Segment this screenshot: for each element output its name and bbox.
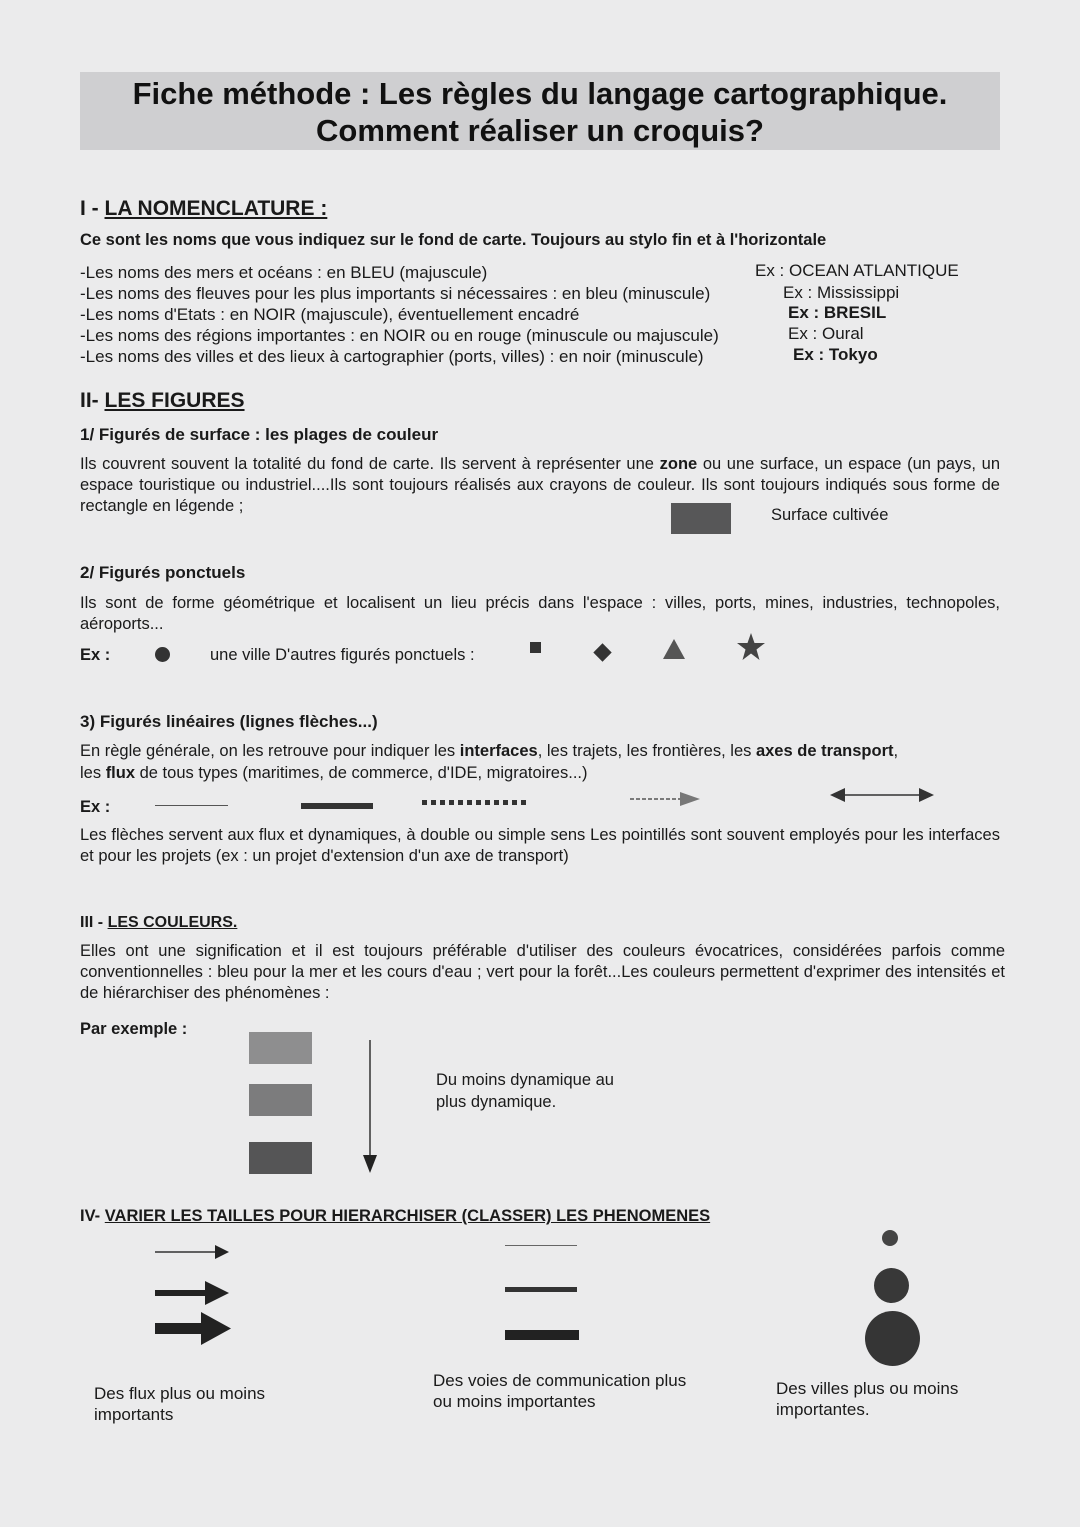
star-icon [735,632,767,662]
voies-label-line2: ou moins importantes [433,1392,596,1411]
section3-number: III - [80,914,108,931]
nomenclature-row-2: -Les noms des fleuves pour les plus importants si nécessaires : en bleu (minuscule) [80,284,711,303]
page-title: Fiche méthode : Les règles du langage cartographique. [132,76,948,111]
voies-label-line1: Des voies de communication plus [433,1371,687,1390]
lineaires-para-line1 [80,741,898,762]
lineaires-note: Les flèches servent aux flux et dynamiques, à double ou simple sens Les pointillés sont souvent employés pour les interfaces et pour les projets (ex : un projet d'extension d'un axe de transport) [80,826,1000,865]
lineaires-bold-axes: axes de transport [755,742,894,760]
flux-label-line2: importants [94,1405,174,1424]
lineaires-ex-label: Ex : [80,798,111,816]
lineaires-title: 3) Figurés linéaires (lignes flèches...) [80,712,378,731]
surface-legend-label: Surface cultivée [771,506,889,524]
gradient-label-line2: plus dynamique. [436,1093,557,1111]
dotted-line-icon [422,800,528,805]
surface-para-bold: zone [659,455,698,473]
city-circle-icon [155,647,170,662]
city-small-icon [882,1230,898,1246]
ponctuels-paragraph: Ils sont de forme géométrique et localisent un lieu précis dans l'espace : villes, ports, mines, industries, technopoles, aéroports... [80,594,1000,633]
page-subtitle: Comment réaliser un croquis? [316,113,764,148]
section1-title: LA NOMENCLATURE : [104,197,328,220]
road-thick-icon [505,1330,579,1340]
lineaires-text-3: , [893,742,899,760]
flux-arrow-large-icon [155,1312,231,1345]
city-medium-icon [874,1268,909,1303]
surface-legend-rect [671,503,731,534]
road-thin-icon [505,1245,577,1246]
thin-line-icon [155,805,228,806]
ponctuels-title: 2/ Figurés ponctuels [80,563,246,582]
down-arrow-icon [360,1040,380,1175]
villes-label-line1: Des villes plus ou moins [776,1379,959,1398]
section2-number: II- [80,389,105,412]
intensity-rect-medium [249,1084,312,1116]
section3-title: LES COULEURS. [107,914,238,931]
villes-label-line2: importantes. [776,1400,870,1419]
lineaires-bold-interfaces: interfaces [459,742,538,760]
ponctuels-ex-label: Ex : [80,646,111,664]
section4-title: VARIER LES TAILLES POUR HIERARCHISER (CLASSER) LES PHENOMENES [104,1207,711,1225]
city-large-icon [865,1311,920,1366]
thick-line-icon [301,803,373,809]
dashed-arrow-icon [630,789,702,809]
nomenclature-example-5: Ex : Tokyo [793,345,878,364]
flux-label-line1: Des flux plus ou moins [94,1384,266,1403]
ponctuels-ex-text: une ville D'autres figurés ponctuels : [210,646,475,664]
example-label: Par exemple : [80,1020,188,1038]
flux-arrow-small-icon [155,1245,229,1259]
flux-arrow-medium-icon [155,1281,229,1305]
nomenclature-example-4: Ex : Oural [788,324,864,343]
road-medium-icon [505,1287,577,1292]
section1-heading [80,197,327,221]
section3-paragraph: Elles ont une signification et il est toujours préférable d'utiliser des couleurs évocatrices, considérées parfois comme conventionnelles : bleu pour la mer et les cours d'eau ; vert pour la forêt...Les couleurs permettent d'exprimer des intensités et de hiérarchiser des phénomènes : [80,942,1005,1002]
diamond-icon [593,643,611,661]
lineaires-text-1: En règle générale, on les retrouve pour indiquer les [80,742,460,760]
gradient-label-line1: Du moins dynamique au [436,1071,614,1089]
nomenclature-row-3: -Les noms d'Etats : en NOIR (majuscule), éventuellement encadré [80,305,580,324]
lineaires-bold-flux: flux [105,764,136,782]
lineaires-text-5: de tous types (maritimes, de commerce, d'IDE, migratoires...) [135,764,588,782]
triangle-icon [662,638,686,660]
section4-number: IV- [80,1207,105,1225]
section1-number: I - [80,197,105,220]
flux-arrows-group [155,1242,231,1346]
nomenclature-example-2: Ex : Mississippi [783,283,900,302]
lineaires-text-4: les [80,764,106,782]
section4-heading [80,1207,710,1226]
title-box [80,72,1000,150]
lineaires-text-2: , les trajets, les frontières, les [537,742,756,760]
section2-title: LES FIGURES [104,389,245,412]
surface-title: 1/ Figurés de surface : les plages de couleur [80,425,439,444]
intensity-rect-light [249,1032,312,1064]
section2-heading [80,389,245,413]
nomenclature-example-3: Ex : BRESIL [788,303,887,322]
surface-para-text-2: ou une surface, un espace (un pays, un espace touristique ou industriel....Ils sont toujours réalisés aux crayons de couleur. Ils sont toujours indiqués sous forme de rectangle en légende ; [80,455,1000,515]
double-arrow-icon [830,785,934,805]
square-icon [530,642,541,653]
surface-para-text-1: Ils couvrent souvent la totalité du fond de carte. Ils servent à représenter une [80,455,660,473]
lineaires-para-line2 [80,763,587,784]
nomenclature-example-1: Ex : OCEAN ATLANTIQUE [755,261,959,280]
nomenclature-row-5: -Les noms des villes et des lieux à cartographier (ports, villes) : en noir (minuscule) [80,347,704,366]
section1-intro: Ce sont les noms que vous indiquez sur le fond de carte. Toujours au stylo fin et à l'horizontale [80,231,827,249]
nomenclature-row-1: -Les noms des mers et océans : en BLEU (majuscule) [80,263,488,282]
section3-heading [80,914,237,932]
intensity-rect-dark [249,1142,312,1174]
nomenclature-row-4: -Les noms des régions importantes : en NOIR ou en rouge (minuscule ou majuscule) [80,326,719,345]
